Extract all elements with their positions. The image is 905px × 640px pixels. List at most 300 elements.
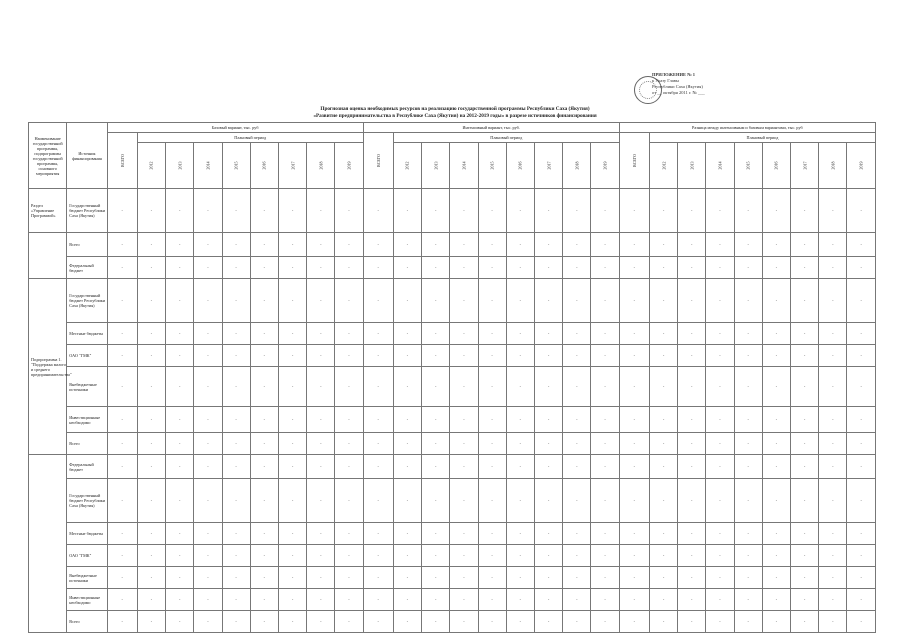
value-cell: - xyxy=(107,455,137,479)
stamp-line: от __ октября 2011 г. № ___ xyxy=(652,90,705,95)
value-cell: - xyxy=(791,611,819,633)
value-cell: - xyxy=(363,589,393,611)
value-cell: - xyxy=(107,367,137,407)
value-cell: - xyxy=(166,279,194,323)
value-cell: - xyxy=(534,323,562,345)
value-cell: - xyxy=(307,545,335,567)
value-cell: - xyxy=(734,257,762,279)
program-cell xyxy=(29,455,67,633)
value-cell: - xyxy=(307,189,335,233)
value-cell: - xyxy=(619,433,649,455)
value-cell: - xyxy=(335,279,363,323)
table-row xyxy=(29,345,876,367)
value-cell: - xyxy=(278,545,306,567)
value-cell: - xyxy=(591,279,619,323)
value-cell: - xyxy=(335,589,363,611)
value-cell: - xyxy=(307,455,335,479)
year-header: 2019 xyxy=(847,143,876,189)
program-cell: Раздел «Управление Программой» xyxy=(29,189,67,233)
value-cell: - xyxy=(250,367,278,407)
value-cell: - xyxy=(591,323,619,345)
value-cell: - xyxy=(393,189,421,233)
value-cell: - xyxy=(678,345,706,367)
value-cell: - xyxy=(819,233,847,257)
value-cell: - xyxy=(307,233,335,257)
value-cell: - xyxy=(335,523,363,545)
value-cell: - xyxy=(422,611,450,633)
source-cell: Внебюджетные источники xyxy=(67,367,107,407)
value-cell: - xyxy=(734,545,762,567)
value-cell: - xyxy=(563,545,591,567)
value-cell: - xyxy=(194,323,222,345)
value-cell: - xyxy=(534,523,562,545)
value-cell: - xyxy=(819,345,847,367)
year-header: 2017 xyxy=(278,143,306,189)
source-cell: Всего xyxy=(67,433,107,455)
value-cell: - xyxy=(278,323,306,345)
value-cell: - xyxy=(563,279,591,323)
value-cell: - xyxy=(194,567,222,589)
value-cell: - xyxy=(534,189,562,233)
value-cell: - xyxy=(250,233,278,257)
value-cell: - xyxy=(222,611,250,633)
value-cell: - xyxy=(506,455,534,479)
value-cell: - xyxy=(678,279,706,323)
value-cell: - xyxy=(450,257,478,279)
value-cell: - xyxy=(107,345,137,367)
value-cell: - xyxy=(422,407,450,433)
value-cell: - xyxy=(791,455,819,479)
value-cell: - xyxy=(107,189,137,233)
source-cell: Инвестиционные необходимо xyxy=(67,589,107,611)
value-cell: - xyxy=(791,407,819,433)
value-cell: - xyxy=(591,367,619,407)
value-cell: - xyxy=(478,479,506,523)
source-cell: Инвестиционные необходимо xyxy=(67,407,107,433)
value-cell: - xyxy=(222,479,250,523)
value-cell: - xyxy=(194,611,222,633)
header-total-diff: ВСЕГО xyxy=(619,133,649,189)
header-group-diff: Разница между интенсивным и базовым вариантами, тыс. руб xyxy=(619,123,875,133)
value-cell: - xyxy=(649,611,677,633)
value-cell: - xyxy=(734,479,762,523)
value-cell: - xyxy=(619,545,649,567)
stamp-line: Республики Саха (Якутия) xyxy=(652,84,703,89)
year-header: 2016 xyxy=(762,143,790,189)
value-cell: - xyxy=(706,479,734,523)
value-cell: - xyxy=(278,479,306,523)
value-cell: - xyxy=(847,407,876,433)
header-subgroup-intensive: Плановый период xyxy=(393,133,619,143)
value-cell: - xyxy=(649,523,677,545)
value-cell: - xyxy=(250,611,278,633)
year-header: 2018 xyxy=(563,143,591,189)
value-cell: - xyxy=(166,345,194,367)
value-cell: - xyxy=(393,279,421,323)
value-cell: - xyxy=(107,567,137,589)
value-cell: - xyxy=(506,433,534,455)
value-cell: - xyxy=(422,257,450,279)
value-cell: - xyxy=(506,589,534,611)
value-cell: - xyxy=(619,523,649,545)
value-cell: - xyxy=(819,455,847,479)
value-cell: - xyxy=(534,407,562,433)
value-cell: - xyxy=(762,189,790,233)
value-cell: - xyxy=(335,233,363,257)
value-cell: - xyxy=(194,233,222,257)
value-cell: - xyxy=(734,189,762,233)
value-cell: - xyxy=(278,279,306,323)
value-cell: - xyxy=(706,189,734,233)
value-cell: - xyxy=(791,257,819,279)
value-cell: - xyxy=(422,567,450,589)
value-cell: - xyxy=(734,279,762,323)
value-cell: - xyxy=(847,323,876,345)
value-cell: - xyxy=(619,589,649,611)
value-cell: - xyxy=(250,545,278,567)
value-cell: - xyxy=(706,323,734,345)
table-row xyxy=(29,323,876,345)
value-cell: - xyxy=(250,479,278,523)
value-cell: - xyxy=(678,479,706,523)
source-cell: Внебюджетные источники xyxy=(67,567,107,589)
value-cell: - xyxy=(194,523,222,545)
value-cell: - xyxy=(307,611,335,633)
value-cell: - xyxy=(250,523,278,545)
value-cell: - xyxy=(335,367,363,407)
value-cell: - xyxy=(222,407,250,433)
value-cell: - xyxy=(706,455,734,479)
value-cell: - xyxy=(107,407,137,433)
value-cell: - xyxy=(478,279,506,323)
value-cell: - xyxy=(619,455,649,479)
value-cell: - xyxy=(563,189,591,233)
value-cell: - xyxy=(278,611,306,633)
value-cell: - xyxy=(450,567,478,589)
year-header: 2014 xyxy=(706,143,734,189)
source-cell: Местные бюджеты xyxy=(67,323,107,345)
value-cell: - xyxy=(222,545,250,567)
value-cell: - xyxy=(250,279,278,323)
value-cell: - xyxy=(762,611,790,633)
value-cell: - xyxy=(847,257,876,279)
value-cell: - xyxy=(734,589,762,611)
value-cell: - xyxy=(678,523,706,545)
value-cell: - xyxy=(450,189,478,233)
table-row xyxy=(29,407,876,433)
value-cell: - xyxy=(307,323,335,345)
year-header: 2015 xyxy=(478,143,506,189)
value-cell: - xyxy=(450,407,478,433)
value-cell: - xyxy=(791,323,819,345)
value-cell: - xyxy=(363,407,393,433)
header-program: Наименование государственной программы, подпрограммы государственной программы, основного мероприятия xyxy=(29,123,67,189)
value-cell: - xyxy=(706,407,734,433)
value-cell: - xyxy=(393,367,421,407)
value-cell: - xyxy=(166,567,194,589)
value-cell: - xyxy=(619,233,649,257)
value-cell: - xyxy=(478,455,506,479)
value-cell: - xyxy=(450,233,478,257)
header-subgroup-diff: Плановый период xyxy=(649,133,875,143)
year-header: 2016 xyxy=(250,143,278,189)
value-cell: - xyxy=(734,233,762,257)
value-cell: - xyxy=(450,589,478,611)
value-cell: - xyxy=(619,367,649,407)
value-cell: - xyxy=(107,233,137,257)
value-cell: - xyxy=(478,433,506,455)
year-header: 2018 xyxy=(819,143,847,189)
value-cell: - xyxy=(678,545,706,567)
value-cell: - xyxy=(278,433,306,455)
value-cell: - xyxy=(278,589,306,611)
value-cell: - xyxy=(422,523,450,545)
value-cell: - xyxy=(678,407,706,433)
value-cell: - xyxy=(847,589,876,611)
value-cell: - xyxy=(591,189,619,233)
value-cell: - xyxy=(534,611,562,633)
value-cell: - xyxy=(819,479,847,523)
value-cell: - xyxy=(137,323,165,345)
value-cell: - xyxy=(194,189,222,233)
value-cell: - xyxy=(847,279,876,323)
stamp-title: ПРИЛОЖЕНИЕ № 1 xyxy=(652,72,695,77)
value-cell: - xyxy=(819,407,847,433)
value-cell: - xyxy=(506,545,534,567)
value-cell: - xyxy=(363,567,393,589)
value-cell: - xyxy=(791,523,819,545)
year-header: 2017 xyxy=(534,143,562,189)
value-cell: - xyxy=(107,279,137,323)
value-cell: - xyxy=(649,433,677,455)
value-cell: - xyxy=(393,407,421,433)
value-cell: - xyxy=(393,589,421,611)
table-row xyxy=(29,279,876,323)
value-cell: - xyxy=(335,545,363,567)
value-cell: - xyxy=(819,545,847,567)
value-cell: - xyxy=(393,233,421,257)
value-cell: - xyxy=(819,367,847,407)
value-cell: - xyxy=(278,567,306,589)
value-cell: - xyxy=(678,455,706,479)
year-header: 2013 xyxy=(678,143,706,189)
value-cell: - xyxy=(478,567,506,589)
source-cell: ОАО "ГМК" xyxy=(67,545,107,567)
value-cell: - xyxy=(506,479,534,523)
value-cell: - xyxy=(706,589,734,611)
value-cell: - xyxy=(194,479,222,523)
table-row xyxy=(29,567,876,589)
source-cell: Всего xyxy=(67,611,107,633)
value-cell: - xyxy=(166,367,194,407)
table-row xyxy=(29,367,876,407)
value-cell: - xyxy=(478,407,506,433)
value-cell: - xyxy=(591,611,619,633)
value-cell: - xyxy=(649,479,677,523)
value-cell: - xyxy=(107,479,137,523)
value-cell: - xyxy=(506,279,534,323)
value-cell: - xyxy=(222,233,250,257)
value-cell: - xyxy=(791,479,819,523)
value-cell: - xyxy=(591,545,619,567)
value-cell: - xyxy=(422,279,450,323)
title-line-2: «Развитие предпринимательства в Республике Саха (Якутия) на 2012-2019 годы» в разрезе источников финансирования xyxy=(313,113,597,119)
value-cell: - xyxy=(506,367,534,407)
value-cell: - xyxy=(678,367,706,407)
year-header: 2019 xyxy=(591,143,619,189)
value-cell: - xyxy=(706,367,734,407)
value-cell: - xyxy=(678,233,706,257)
value-cell: - xyxy=(706,545,734,567)
value-cell: - xyxy=(166,611,194,633)
value-cell: - xyxy=(393,479,421,523)
value-cell: - xyxy=(422,233,450,257)
value-cell: - xyxy=(649,567,677,589)
value-cell: - xyxy=(649,407,677,433)
value-cell: - xyxy=(506,567,534,589)
value-cell: - xyxy=(166,455,194,479)
value-cell: - xyxy=(222,367,250,407)
value-cell: - xyxy=(393,545,421,567)
value-cell: - xyxy=(506,345,534,367)
value-cell: - xyxy=(363,523,393,545)
value-cell: - xyxy=(791,567,819,589)
value-cell: - xyxy=(762,279,790,323)
value-cell: - xyxy=(591,567,619,589)
value-cell: - xyxy=(506,233,534,257)
value-cell: - xyxy=(137,611,165,633)
value-cell: - xyxy=(335,323,363,345)
value-cell: - xyxy=(847,345,876,367)
value-cell: - xyxy=(819,433,847,455)
value-cell: - xyxy=(307,589,335,611)
header-group-base: Базовый вариант, тыс. руб xyxy=(107,123,363,133)
value-cell: - xyxy=(137,479,165,523)
year-header: 2012 xyxy=(393,143,421,189)
value-cell: - xyxy=(107,589,137,611)
value-cell: - xyxy=(534,233,562,257)
value-cell: - xyxy=(734,523,762,545)
value-cell: - xyxy=(335,257,363,279)
value-cell: - xyxy=(591,407,619,433)
value-cell: - xyxy=(847,433,876,455)
value-cell: - xyxy=(137,257,165,279)
value-cell: - xyxy=(137,523,165,545)
approval-stamp xyxy=(652,72,732,108)
value-cell: - xyxy=(194,455,222,479)
value-cell: - xyxy=(222,567,250,589)
value-cell: - xyxy=(307,257,335,279)
value-cell: - xyxy=(363,611,393,633)
value-cell: - xyxy=(166,323,194,345)
value-cell: - xyxy=(450,479,478,523)
value-cell: - xyxy=(791,345,819,367)
value-cell: - xyxy=(762,433,790,455)
value-cell: - xyxy=(478,611,506,633)
value-cell: - xyxy=(649,345,677,367)
value-cell: - xyxy=(107,323,137,345)
value-cell: - xyxy=(393,455,421,479)
value-cell: - xyxy=(393,433,421,455)
value-cell: - xyxy=(649,189,677,233)
value-cell: - xyxy=(762,257,790,279)
value-cell: - xyxy=(847,523,876,545)
value-cell: - xyxy=(194,345,222,367)
value-cell: - xyxy=(137,455,165,479)
value-cell: - xyxy=(591,233,619,257)
value-cell: - xyxy=(847,611,876,633)
value-cell: - xyxy=(791,545,819,567)
year-header: 2015 xyxy=(222,143,250,189)
value-cell: - xyxy=(619,323,649,345)
value-cell: - xyxy=(250,189,278,233)
value-cell: - xyxy=(619,189,649,233)
value-cell: - xyxy=(819,279,847,323)
value-cell: - xyxy=(422,367,450,407)
year-header: 2013 xyxy=(422,143,450,189)
value-cell: - xyxy=(363,455,393,479)
value-cell: - xyxy=(278,455,306,479)
value-cell: - xyxy=(563,455,591,479)
value-cell: - xyxy=(619,407,649,433)
value-cell: - xyxy=(791,367,819,407)
value-cell: - xyxy=(678,323,706,345)
value-cell: - xyxy=(591,345,619,367)
value-cell: - xyxy=(506,611,534,633)
document-title xyxy=(250,106,660,120)
program-cell: Подпрограмма 1. "Поддержка малого и среднего предпринимательства" xyxy=(29,279,67,455)
value-cell: - xyxy=(734,323,762,345)
value-cell: - xyxy=(166,523,194,545)
value-cell: - xyxy=(678,189,706,233)
source-cell: Федеральный бюджет xyxy=(67,257,107,279)
value-cell: - xyxy=(762,545,790,567)
value-cell: - xyxy=(363,323,393,345)
value-cell: - xyxy=(534,345,562,367)
year-header: 2014 xyxy=(450,143,478,189)
value-cell: - xyxy=(250,433,278,455)
value-cell: - xyxy=(107,611,137,633)
value-cell: - xyxy=(591,589,619,611)
value-cell: - xyxy=(506,523,534,545)
value-cell: - xyxy=(422,545,450,567)
value-cell: - xyxy=(819,189,847,233)
value-cell: - xyxy=(250,345,278,367)
value-cell: - xyxy=(734,367,762,407)
value-cell: - xyxy=(649,589,677,611)
value-cell: - xyxy=(137,433,165,455)
value-cell: - xyxy=(678,257,706,279)
value-cell: - xyxy=(762,567,790,589)
value-cell: - xyxy=(534,545,562,567)
year-header: 2018 xyxy=(307,143,335,189)
value-cell: - xyxy=(762,367,790,407)
source-cell: Государственный бюджет Республики Саха (Якутия) xyxy=(67,279,107,323)
value-cell: - xyxy=(222,279,250,323)
table-row xyxy=(29,257,876,279)
resources-table xyxy=(28,122,876,633)
value-cell: - xyxy=(847,567,876,589)
header-group-intensive: Интенсивный вариант, тыс. руб. xyxy=(363,123,619,133)
value-cell: - xyxy=(563,367,591,407)
value-cell: - xyxy=(791,189,819,233)
value-cell: - xyxy=(166,433,194,455)
table-row xyxy=(29,433,876,455)
value-cell: - xyxy=(222,523,250,545)
value-cell: - xyxy=(194,545,222,567)
value-cell: - xyxy=(137,407,165,433)
value-cell: - xyxy=(450,611,478,633)
